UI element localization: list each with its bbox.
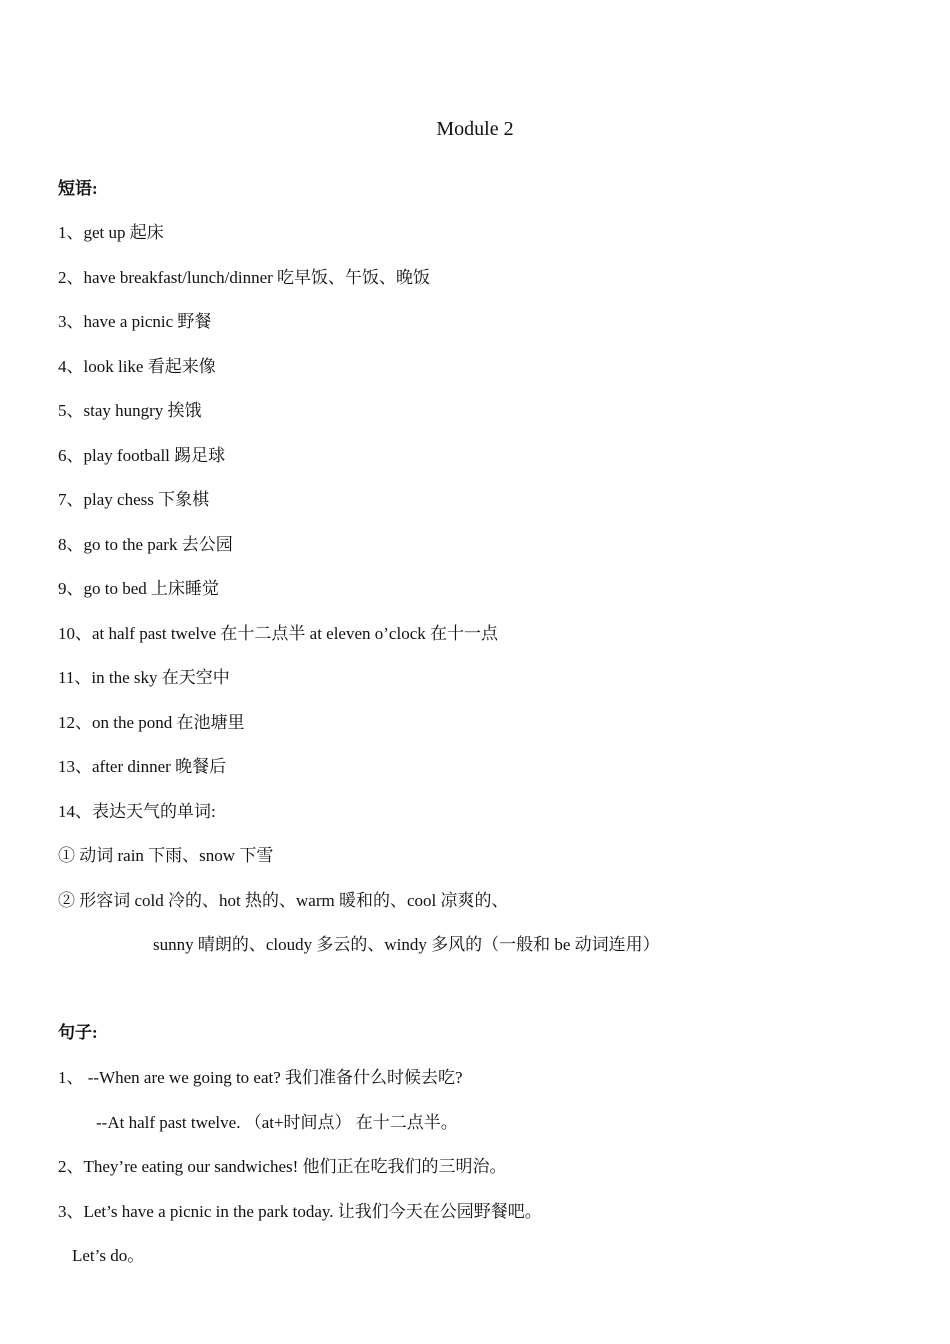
page-title: Module 2 [436, 118, 514, 140]
sentence-item: --At half past twelve. （at+时间点） 在十二点半。 [96, 1113, 458, 1132]
sentence-item: 1、 --When are we going to eat? 我们准备什么时候去吃? [58, 1068, 463, 1087]
phrase-item: ② 形容词 cold 冷的、hot 热的、warm 暖和的、cool 凉爽的、 [58, 891, 509, 910]
phrase-item: sunny 晴朗的、cloudy 多云的、windy 多风的（一般和 be 动词连用） [153, 935, 660, 954]
phrase-item: 11、in the sky 在天空中 [58, 668, 230, 687]
sentence-item: 3、Let’s have a picnic in the park today. 让我们今天在公园野餐吧。 [58, 1202, 542, 1221]
sentence-item: Let’s do。 [72, 1246, 145, 1265]
phrase-item: 2、have breakfast/lunch/dinner 吃早饭、午饭、晚饭 [58, 268, 431, 287]
sentence-item: 2、They’re eating our sandwiches! 他们正在吃我们的三明治。 [58, 1157, 507, 1176]
phrase-item: 5、stay hungry 挨饿 [58, 401, 202, 420]
phrase-item: 9、go to bed 上床睡觉 [58, 579, 220, 598]
phrase-item: 7、play chess 下象棋 [58, 490, 210, 509]
phrase-item: 4、look like 看起来像 [58, 357, 216, 376]
phrase-item: 6、play football 踢足球 [58, 446, 226, 465]
phrase-item: 1、get up 起床 [58, 223, 164, 242]
phrase-item: 10、at half past twelve 在十二点半 at eleven o’clock 在十一点 [58, 624, 498, 643]
phrases-heading: 短语: [58, 179, 98, 198]
sentences-heading: 句子: [58, 1023, 98, 1042]
phrase-item: 12、on the pond 在池塘里 [58, 713, 245, 732]
phrase-item: 14、表达天气的单词: [58, 802, 216, 821]
phrase-item: ① 动词 rain 下雨、snow 下雪 [58, 846, 274, 865]
phrase-item: 13、after dinner 晚餐后 [58, 757, 227, 776]
phrase-item: 3、have a picnic 野餐 [58, 312, 212, 331]
phrase-item: 8、go to the park 去公园 [58, 535, 233, 554]
